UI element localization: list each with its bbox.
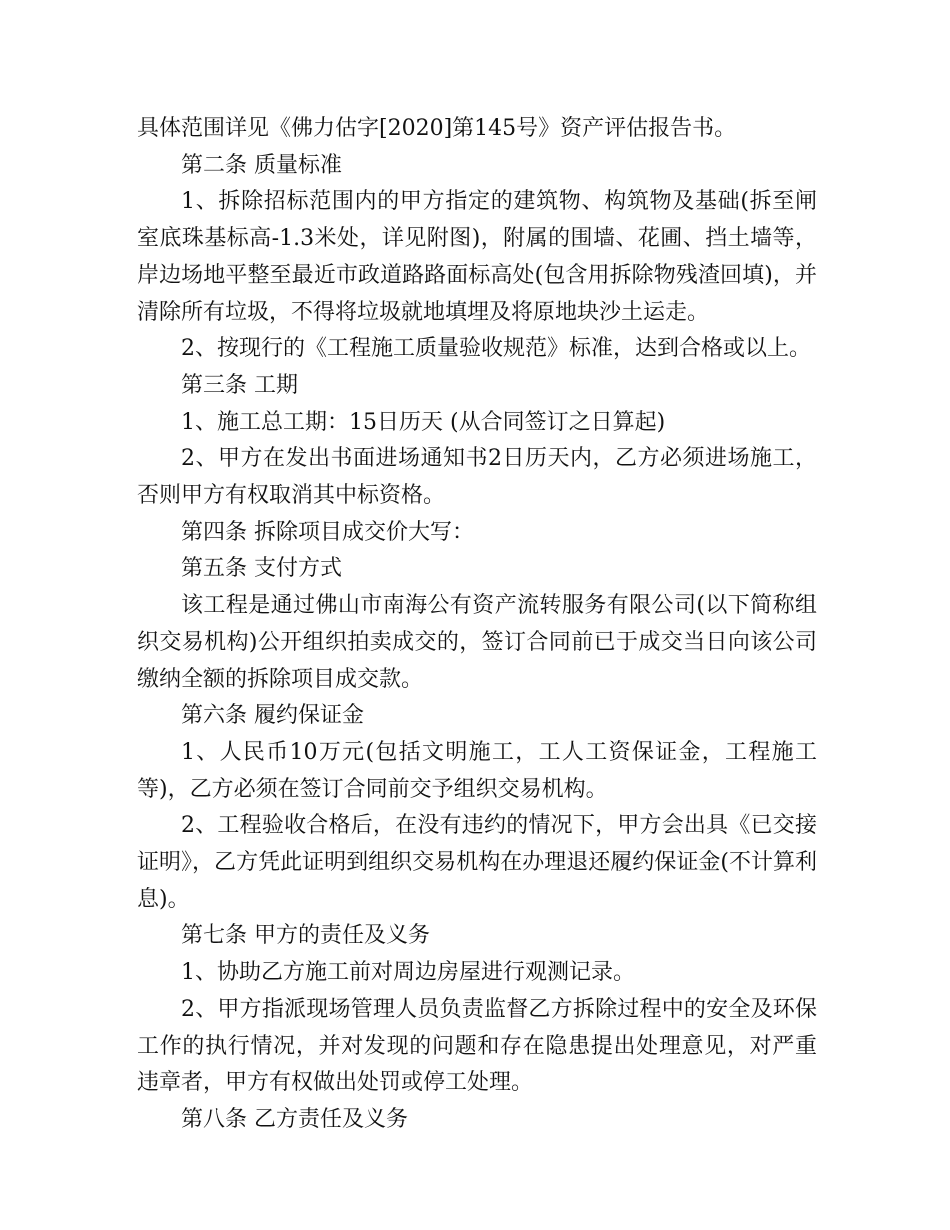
article-4-heading: 第四条 拆除项目成交价大写：	[181, 519, 474, 545]
article-6-clause-2: 2、工程验收合格后，在没有违约的情况下，甲方会出具《已交接证明》，乙方凭此证明到组织交易机构在办理退还履约保证金(不计算利息)。	[137, 813, 817, 912]
article-7-clause-2: 2、甲方指派现场管理人员负责监督乙方拆除过程中的安全及环保工作的执行情况，并对发现的问题和存在隐患提出处理意见，对严重违章者，甲方有权做出处罚或停工处理。	[137, 996, 817, 1096]
article-7-heading: 第七条 甲方的责任及义务	[181, 923, 430, 949]
article-2-clause-2: 2、按现行的《工程施工质量验收规范》标准，达到合格或以上。	[181, 336, 811, 362]
article-6-heading: 第六条 履约保证金	[181, 703, 364, 729]
article-5-body: 该工程是通过佛山市南海公有资产流转服务有限公司(以下简称组织交易机构)公开组织拍卖成交的，签订合同前已于成交当日向该公司缴纳全额的拆除项目成交款。	[137, 593, 817, 692]
article-2-heading: 第二条 质量标准	[181, 152, 342, 178]
paragraph-scope: 具体范围详见《佛力估字[2020]第145号》资产评估报告书。	[137, 116, 737, 141]
document-body	[137, 111, 817, 1139]
article-2-clause-1: 1、拆除招标范围内的甲方指定的建筑物、构筑物及基础(拆至闸室底珠基标高-1.3米处，详见附图)，附属的围墙、花圃、挡土墙等，岸边场地平整至最近市政道路路面标高处(包含用拆除物残渣回填)，并清除所有垃圾，不得将垃圾就地填埋及将原地块沙土运走。	[137, 189, 817, 325]
article-6-clause-1: 1、人民币10万元(包括文明施工，工人工资保证金，工程施工等)，乙方必须在签订合同前交予组织交易机构。	[137, 739, 817, 802]
article-5-heading: 第五条 支付方式	[181, 556, 342, 582]
article-3-clause-1: 1、施工总工期：15日历天 (从合同签订之日算起)	[181, 409, 666, 435]
article-3-clause-2: 2、甲方在发出书面进场通知书2日历天内，乙方必须进场施工，否则甲方有权取消其中标资格。	[137, 446, 817, 509]
article-8-heading: 第八条 乙方责任及义务	[181, 1106, 408, 1132]
article-7-clause-1: 1、协助乙方施工前对周边房屋进行观测记录。	[181, 960, 635, 986]
article-3-heading: 第三条 工期	[181, 372, 298, 398]
